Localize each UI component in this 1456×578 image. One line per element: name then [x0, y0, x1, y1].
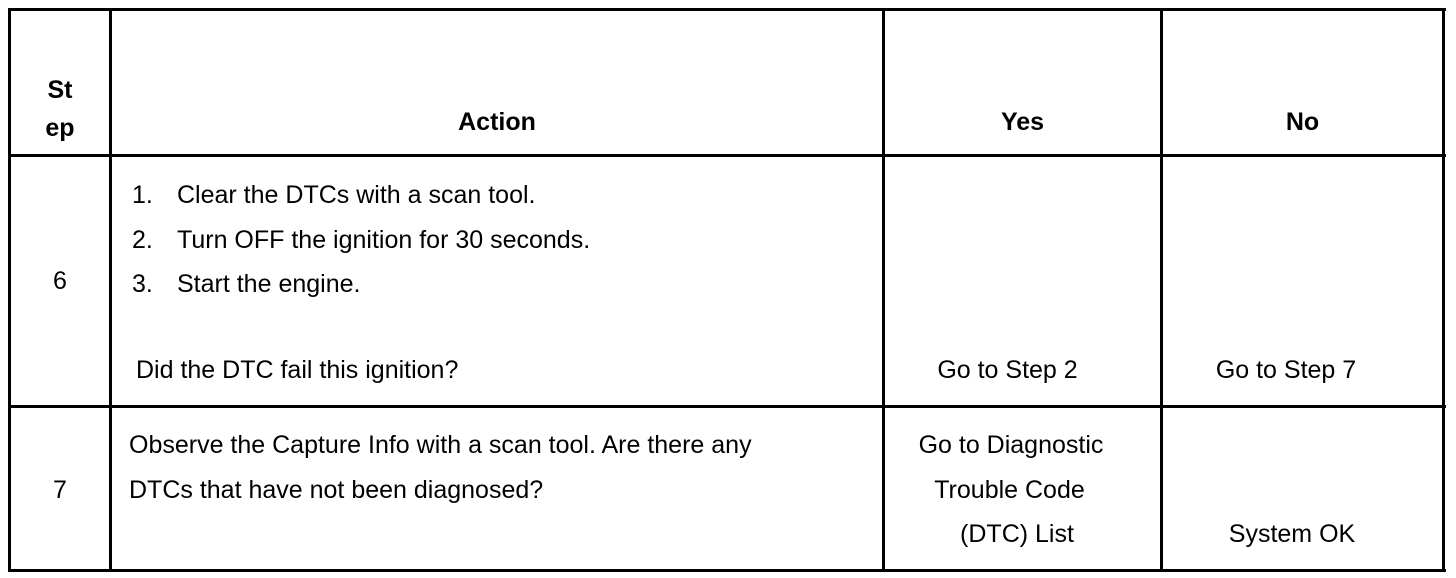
row-6-action-item-1-text: Clear the DTCs with a scan tool. [177, 181, 536, 209]
row-6-yes: Go to Step 2 [937, 356, 1078, 384]
header-step-line1: St [47, 76, 73, 104]
column-divider-step [109, 8, 112, 572]
header-action: Action [458, 108, 536, 136]
column-divider-yes [1160, 8, 1163, 572]
table-border-top [8, 8, 1446, 11]
row-6-step: 6 [53, 267, 67, 295]
header-step [11, 71, 109, 147]
row-6-no: Go to Step 7 [1215, 356, 1357, 384]
row-7-yes-line3: (DTC) List [960, 520, 1074, 548]
row-7-no: System OK [1228, 520, 1356, 548]
header-step-line2: ep [45, 114, 75, 142]
row-divider [8, 405, 1446, 408]
table-border-bottom [8, 569, 1446, 572]
row-6-action-item-3-text: Start the engine. [177, 270, 361, 298]
row-7-yes-line1: Go to Diagnostic [918, 431, 1104, 459]
row-7-step: 7 [53, 476, 67, 504]
table-border-right [1442, 8, 1445, 572]
row-6-action-item-1-number: 1. [132, 181, 153, 209]
header-yes: Yes [1000, 108, 1045, 136]
header-divider [8, 154, 1446, 157]
row-6-action-item-3-number: 3. [132, 270, 153, 298]
row-6-action-item-2-text: Turn OFF the ignition for 30 seconds. [177, 226, 591, 254]
row-7-yes-line2: Trouble Code [934, 476, 1085, 504]
header-no: No [1285, 108, 1320, 136]
row-6-action-item-2-number: 2. [132, 226, 153, 254]
row-7-action-line2: DTCs that have not been diagnosed? [129, 476, 544, 504]
row-6-question: Did the DTC fail this ignition? [136, 356, 459, 384]
row-7-action-line1: Observe the Capture Info with a scan tool. Are there any [129, 431, 752, 459]
